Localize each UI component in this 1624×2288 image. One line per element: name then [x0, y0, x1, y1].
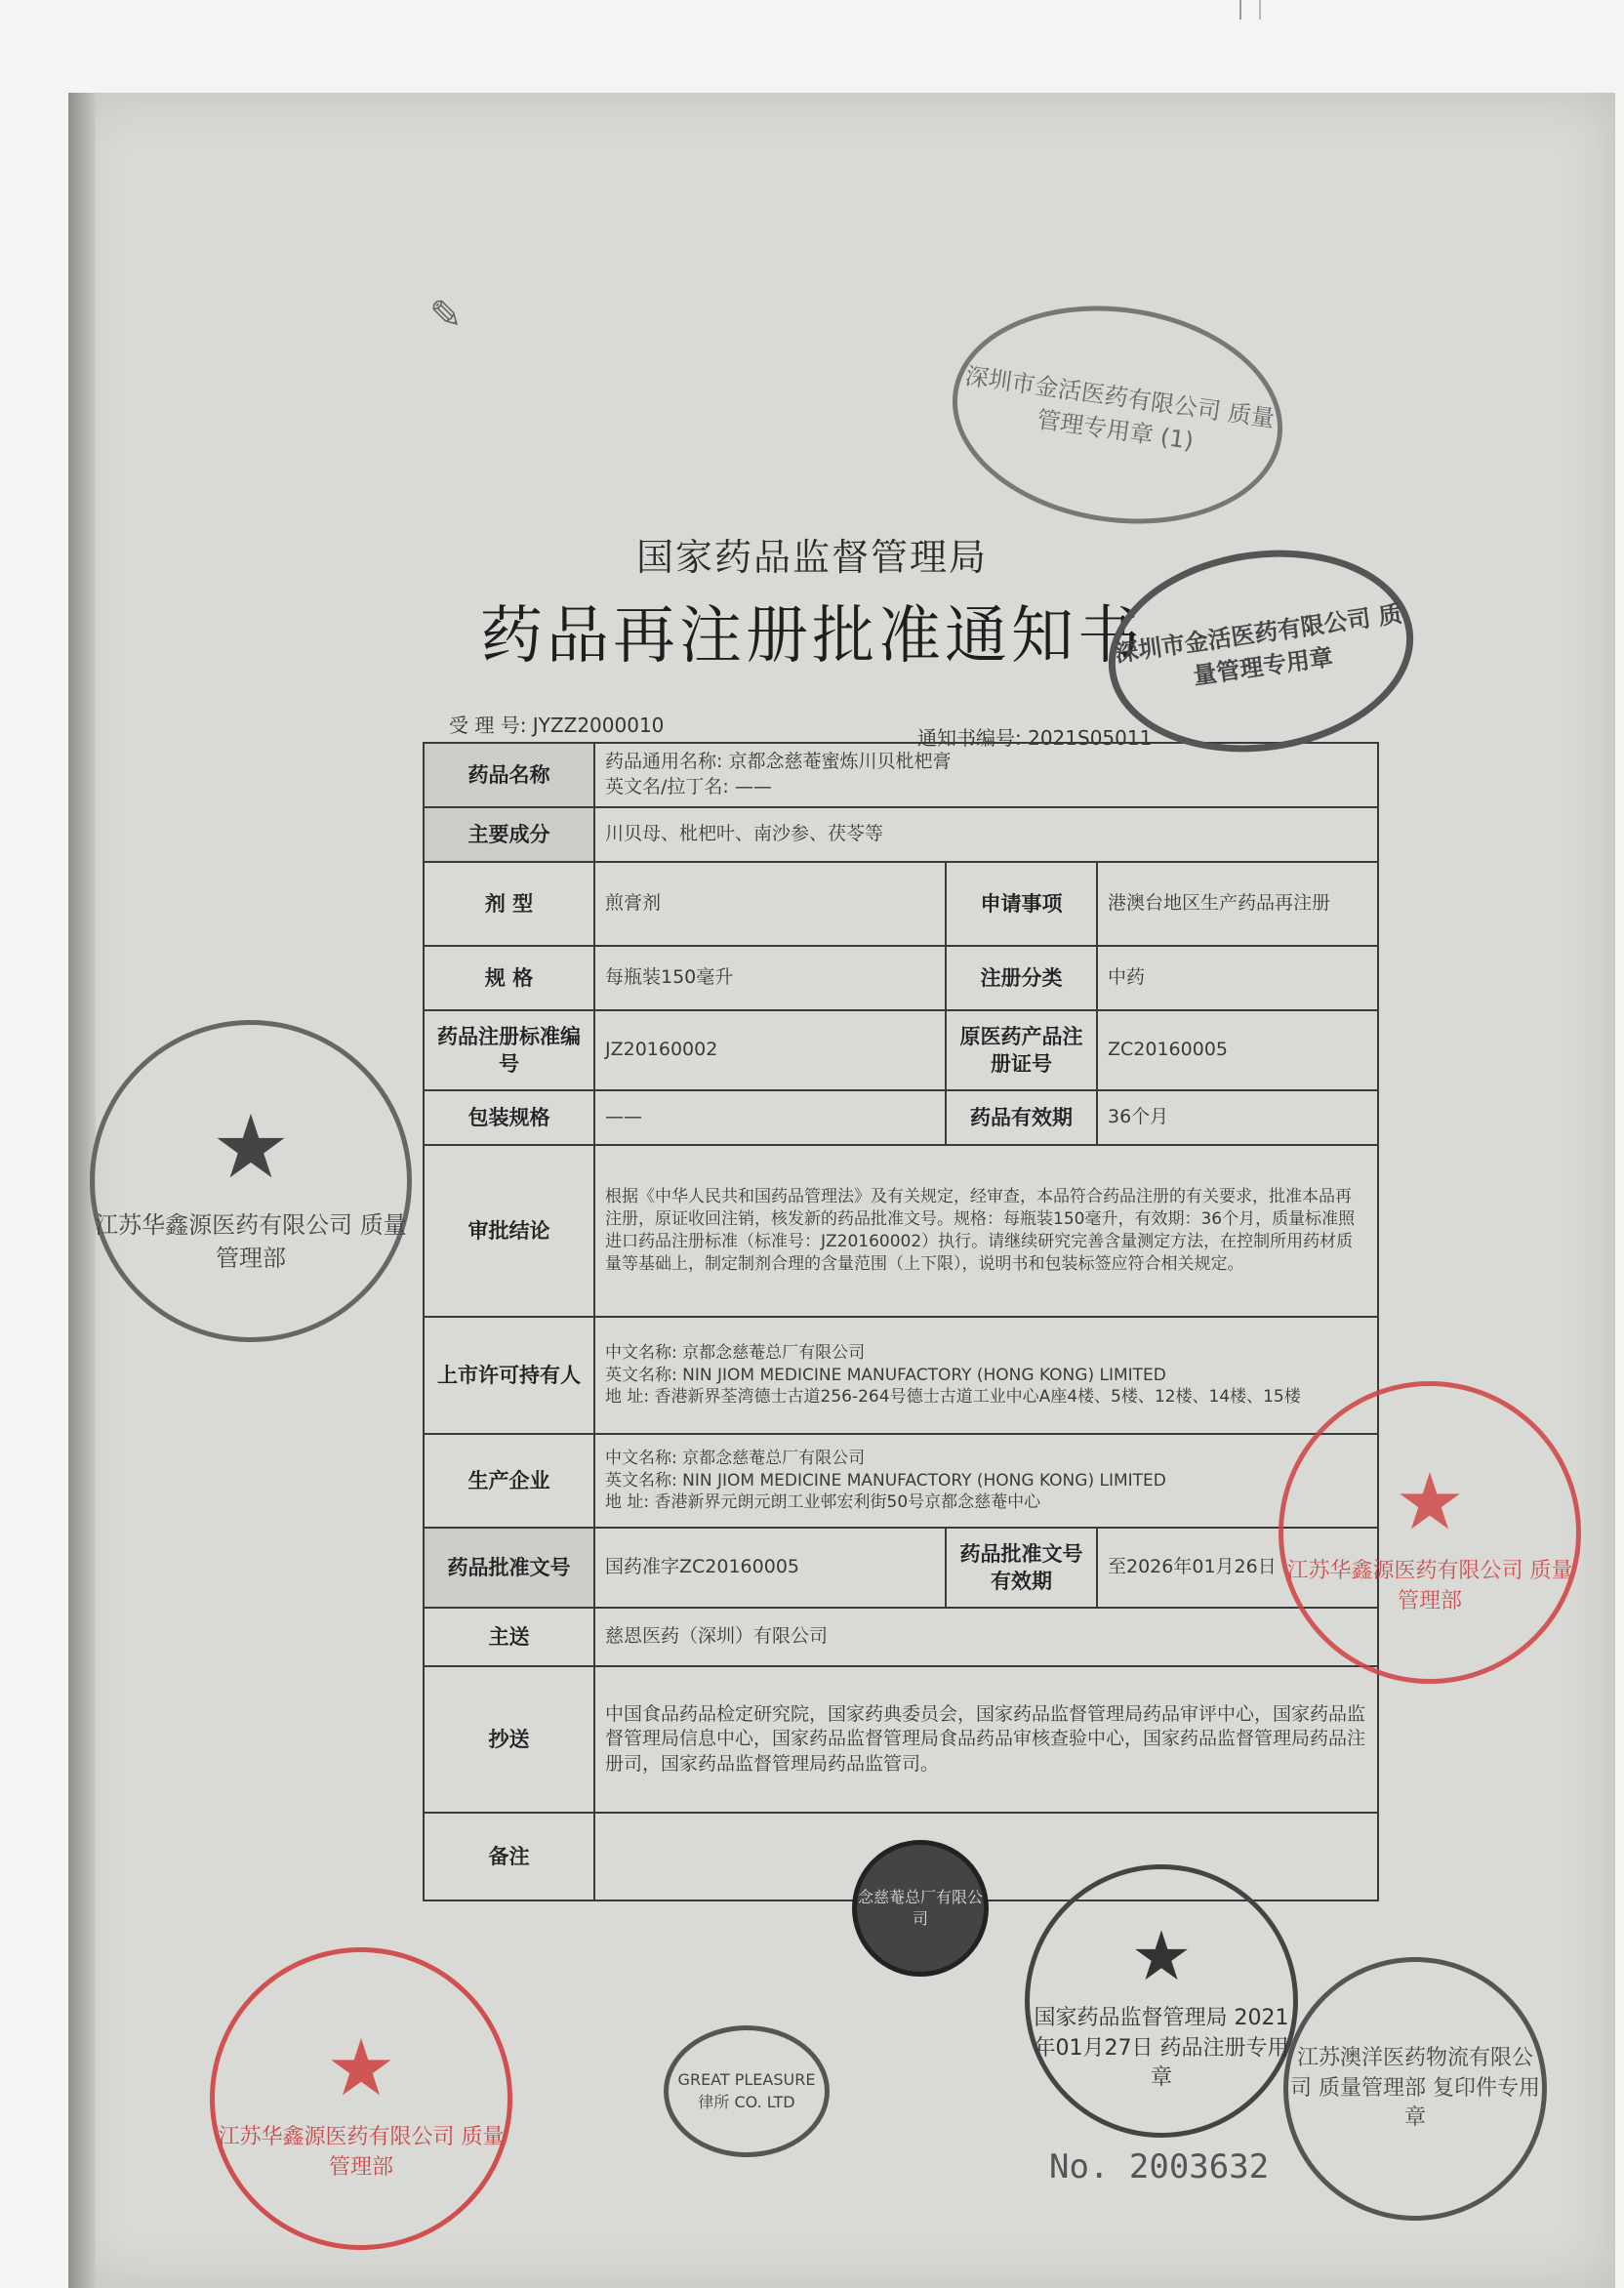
stamp-top-right-2: 深圳市金活医药有限公司 质量管理专用章	[1095, 531, 1426, 771]
packaging-label: 包装规格	[424, 1090, 594, 1145]
stamp-right-red: ★ 江苏华鑫源医药有限公司 质量管理部	[1279, 1381, 1581, 1684]
dosage-form-label: 剂 型	[424, 862, 594, 946]
reg-class-value: 中药	[1097, 946, 1378, 1010]
remarks-value	[594, 1813, 1378, 1900]
drug-name-cell	[594, 743, 1378, 807]
validity-label: 药品有效期	[946, 1090, 1097, 1145]
acceptance-number: 受 理 号: JYZZ2000010	[449, 714, 665, 737]
scan-mark	[1239, 0, 1241, 20]
drug-generic-name: 药品通用名称: 京都念慈菴蜜炼川贝枇杷膏	[605, 751, 952, 773]
ingredients-label: 主要成分	[424, 807, 594, 862]
stamp-bottom-right: 江苏澳洋医药物流有限公司 质量管理部 复印件专用章	[1283, 1957, 1547, 2221]
holder-address: 地 址: 香港新界荃湾德士古道256-264号德士古道工业中心A座4楼、5楼、12楼、14楼、15楼	[605, 1387, 1301, 1408]
maker-cn: 中文名称: 京都念慈菴总厂有限公司	[605, 1448, 866, 1468]
table-row	[424, 946, 1378, 1010]
standard-no-label: 药品注册标准编号	[424, 1010, 594, 1090]
notice-number: 通知书编号: 2021S05011	[917, 726, 1153, 750]
approval-valid-value: 至2026年01月26日	[1097, 1528, 1378, 1608]
approval-no-label: 药品批准文号	[424, 1528, 594, 1608]
conclusion-text: 根据《中华人民共和国药品管理法》及有关规定，经审查，本品符合药品注册的有关要求，批准本品再注册，原证收回注销，核发新的药品批准文号。规格：每瓶装150毫升，有效期：36个月，质量标准照进口药品注册标准（标准号：JZ20160002）执行。请继续研究完善含量测定方法，在控制所用药材质量等基础上，制定制剂合理的含量范围（上下限），说明书和包装标签应符合相关规定。	[594, 1145, 1378, 1317]
holder-cn: 中文名称: 京都念慈菴总厂有限公司	[605, 1342, 866, 1363]
holder-label: 上市许可持有人	[424, 1317, 594, 1434]
table-row	[424, 1528, 1378, 1608]
standard-no-value: JZ20160002	[594, 1010, 946, 1090]
star-icon: ★	[1130, 1915, 1193, 1996]
table-row	[424, 1317, 1378, 1434]
cc-value: 中国食品药品检定研究院，国家药典委员会，国家药品监督管理局药品审评中心，国家药品监督管理局信息中心，国家药品监督管理局食品药品审核查验中心，国家药品监督管理局药品注册司，国家药品监督管理局药品监管司。	[594, 1666, 1378, 1813]
stamp-left-gray: ★ 江苏华鑫源医药有限公司 质量管理部	[90, 1020, 412, 1342]
packaging-value: ——	[594, 1090, 946, 1145]
table-row	[424, 1145, 1378, 1317]
table-row	[424, 1010, 1378, 1090]
holder-cell	[594, 1317, 1378, 1434]
spec-value: 每瓶装150毫升	[594, 946, 946, 1010]
ink-smudge: ✎	[429, 293, 463, 338]
orig-cert-value: ZC20160005	[1097, 1010, 1378, 1090]
serial-number: No. 2003632	[1049, 2147, 1270, 2186]
stamp-top-right-1: 深圳市金活医药有限公司 质量管理专用章 (1)	[938, 285, 1296, 544]
table-row	[424, 1434, 1378, 1528]
document-title: 药品再注册批准通知书	[480, 600, 1144, 673]
approval-no-value: 国药准字ZC20160005	[594, 1528, 946, 1608]
spec-label: 规 格	[424, 946, 594, 1010]
orig-cert-label: 原医药产品注册证号	[946, 1010, 1097, 1090]
star-icon: ★	[326, 2022, 396, 2114]
dosage-form-value: 煎膏剂	[594, 862, 946, 946]
table-row	[424, 807, 1378, 862]
maker-label: 生产企业	[424, 1434, 594, 1528]
reg-class-label: 注册分类	[946, 946, 1097, 1010]
ingredients-value: 川贝母、枇杷叶、南沙参、茯苓等	[594, 807, 1378, 862]
maker-address: 地 址: 香港新界元朗元朗工业邨宏利街50号京都念慈菴中心	[605, 1492, 1041, 1513]
issuing-agency: 国家药品监督管理局	[635, 536, 988, 579]
drug-english-name: 英文名/拉丁名: ——	[605, 776, 772, 797]
maker-cell	[594, 1434, 1378, 1528]
scan-mark	[1259, 0, 1261, 20]
conclusion-label: 审批结论	[424, 1145, 594, 1317]
approval-valid-label: 药品批准文号有效期	[946, 1528, 1097, 1608]
to-label: 主送	[424, 1608, 594, 1666]
table-row	[424, 862, 1378, 946]
stamp-center-small: 念慈菴总厂有限公司	[852, 1840, 989, 1977]
table-row	[424, 743, 1378, 807]
stamp-bottom-red: ★ 江苏华鑫源医药有限公司 质量管理部	[210, 1947, 512, 2250]
stamp-bottom-center: GREAT PLEASURE 律所 CO. LTD	[664, 2025, 830, 2157]
table-row	[424, 1608, 1378, 1666]
table-row	[424, 1090, 1378, 1145]
application-label: 申请事项	[946, 862, 1097, 946]
stamp-nmpa: ★ 国家药品监督管理局 2021年01月27日 药品注册专用章	[1025, 1864, 1298, 2138]
maker-en: 英文名称: NIN JIOM MEDICINE MANUFACTORY (HONG KONG) LIMITED	[605, 1470, 1166, 1491]
drug-name-label: 药品名称	[424, 743, 594, 807]
star-icon: ★	[211, 1096, 291, 1200]
application-value: 港澳台地区生产药品再注册	[1097, 862, 1378, 946]
star-icon: ★	[1395, 1456, 1465, 1548]
holder-en: 英文名称: NIN JIOM MEDICINE MANUFACTORY (HONG KONG) LIMITED	[605, 1365, 1166, 1385]
approval-table	[423, 742, 1379, 1901]
validity-value: 36个月	[1097, 1090, 1378, 1145]
table-row	[424, 1666, 1378, 1813]
cc-label: 抄送	[424, 1666, 594, 1813]
to-value: 慈恩医药（深圳）有限公司	[594, 1608, 1378, 1666]
remarks-label: 备注	[424, 1813, 594, 1900]
